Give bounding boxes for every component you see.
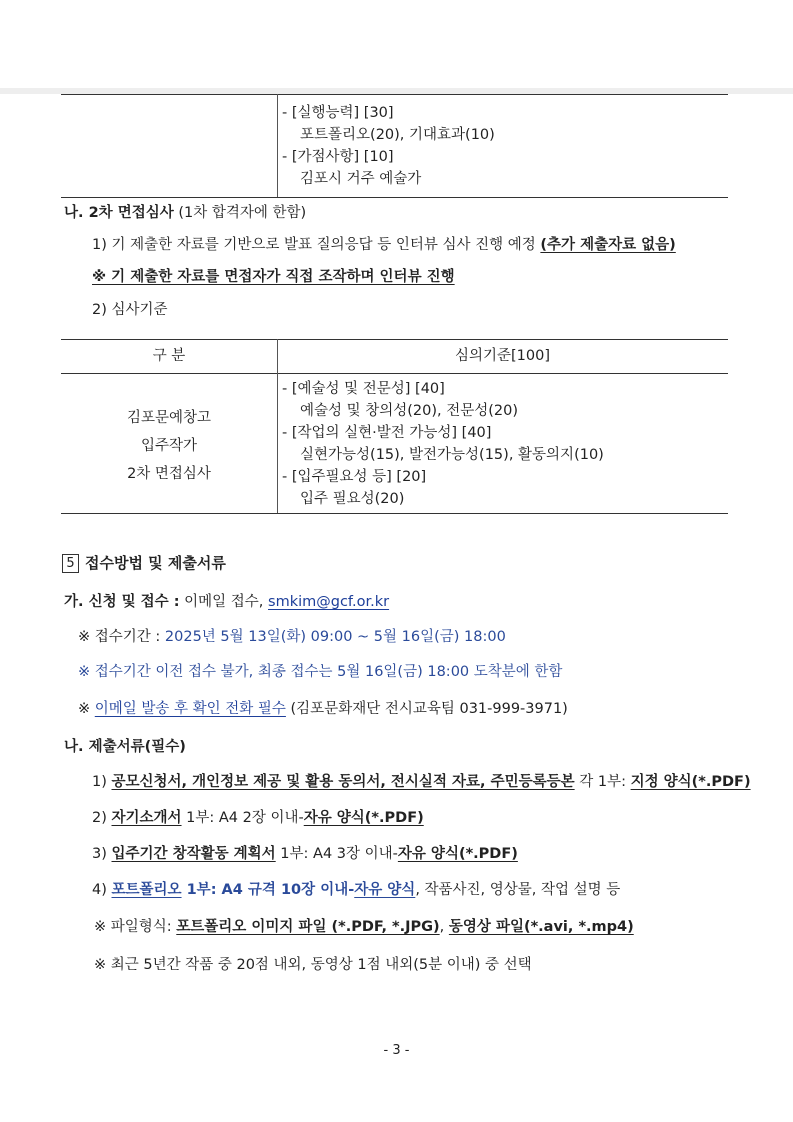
table1-item-2-head: - [가점사항] [10] — [282, 149, 394, 165]
table2-divider — [277, 339, 278, 513]
table2-item-3-sub: 입주 필요성(20) — [300, 491, 405, 507]
table2-item-1-sub: 예술성 및 창의성(20), 전문성(20) — [300, 403, 519, 419]
contact-info: (김포문화재단 전시교육팀 031-999-3971) — [285, 701, 568, 717]
file-format-sep: , — [439, 919, 449, 935]
doc-item-1-qty: 각 1부: — [574, 774, 631, 790]
table2-item-2-head: - [작업의 실현·발전 가능성] [40] — [282, 425, 492, 441]
doc-item-2-name: 자기소개서 — [111, 810, 182, 826]
interview-line-1 — [92, 235, 676, 255]
doc-item-2-form: 자유 양식(*.PDF) — [303, 810, 424, 826]
interview-title-rest: (1차 합격자에 한함) — [173, 205, 307, 221]
table2-top-border — [61, 339, 728, 340]
doc-item-3-name: 입주기간 창작활동 계획서 — [111, 846, 276, 862]
required-docs-title: 나. 제출서류(필수) — [64, 739, 186, 755]
selection-note: ※ 최근 5년간 작품 중 20점 내외, 동영상 1점 내외(5분 이내) 중 선택 — [94, 957, 532, 973]
table2-criteria — [282, 378, 604, 510]
table2-row-label-3: 2차 면접심사 — [127, 466, 211, 482]
email-link[interactable]: smkim@gcf.or.kr — [268, 594, 390, 610]
table2-row-label — [61, 404, 277, 488]
interview-line-2: 2) 심사기준 — [92, 302, 168, 318]
section5-heading — [62, 553, 226, 573]
confirm-call-required: 이메일 발송 후 확인 전화 필수 — [94, 701, 286, 717]
table2-row-label-2: 입주작가 — [140, 438, 198, 454]
doc-item-1-num: 1) — [92, 774, 112, 790]
interview-line-1-text: 1) 기 제출한 자료를 기반으로 발표 질의응답 등 인터뷰 심사 진행 예정 — [92, 237, 541, 253]
table1-item-1-sub: 포트폴리오(20), 기대효과(10) — [300, 127, 495, 143]
confirm-call-note — [78, 699, 568, 719]
application-line — [64, 592, 389, 612]
doc-item-1-form: 지정 양식(*.PDF) — [630, 774, 751, 790]
period-note-prefix: ※ 접수기간 : — [78, 629, 165, 645]
doc-item-1 — [92, 772, 751, 792]
period-dates: 2025년 5월 13일(화) 09:00 ~ 5월 16일(금) 18:00 — [164, 629, 506, 645]
file-format-prefix: ※ 파일형식: — [94, 919, 177, 935]
file-format-image: 포트폴리오 이미지 파일 (*.PDF, *.JPG) — [176, 919, 440, 935]
doc-item-3-form: 자유 양식(*.PDF) — [397, 846, 518, 862]
deadline-note: ※ 접수기간 이전 접수 불가, 최종 접수는 5월 16일(금) 18:00 도착분에 한함 — [78, 664, 563, 680]
doc-item-3 — [92, 844, 518, 864]
interview-title — [64, 203, 306, 223]
interview-line-1-underlined: (추가 제출자료 없음) — [540, 237, 676, 253]
doc-item-4-qty: 1부: A4 규격 10장 이내- — [181, 882, 355, 898]
table1-criteria — [282, 102, 495, 190]
doc-item-4 — [92, 880, 620, 900]
section5-title: 접수방법 및 제출서류 — [85, 554, 226, 572]
period-note — [78, 627, 506, 647]
doc-item-2-qty: 1부: A4 2장 이내- — [181, 810, 304, 826]
section-number-box: 5 — [62, 554, 79, 573]
table2-item-1-head: - [예술성 및 전문성] [40] — [282, 381, 445, 397]
table2-header-col1: 구 분 — [152, 348, 186, 364]
doc-item-4-name: 포트폴리오 — [111, 882, 182, 898]
doc-item-3-qty: 1부: A4 3장 이내- — [275, 846, 398, 862]
table2-header-col2: 심의기준[100] — [454, 348, 551, 364]
table2-row-label-1: 김포문예창고 — [126, 410, 212, 426]
doc-item-4-form: 자유 양식 — [354, 882, 416, 898]
table1-top-border — [61, 94, 728, 95]
interview-title-bold: 나. 2차 면접심사 — [64, 205, 174, 221]
interview-note: ※ 기 제출한 자료를 면접자가 직접 조작하며 인터뷰 진행 — [92, 269, 455, 285]
table1-item-2-sub: 김포시 거주 예술가 — [300, 171, 422, 187]
table2-header-border — [61, 373, 728, 374]
table2-item-3-head: - [입주필요성 등] [20] — [282, 469, 427, 485]
page-number: - 3 - — [383, 1043, 410, 1058]
doc-item-3-num: 3) — [92, 846, 112, 862]
application-text: 이메일 접수, — [179, 594, 269, 610]
doc-item-2-num: 2) — [92, 810, 112, 826]
file-format-video: 동영상 파일(*.avi, *.mp4) — [448, 919, 634, 935]
table1-divider — [277, 94, 278, 197]
doc-item-2 — [92, 808, 424, 828]
table1-item-1-head: - [실행능력] [30] — [282, 105, 394, 121]
doc-item-4-num: 4) — [92, 882, 112, 898]
doc-item-1-name: 공모신청서, 개인정보 제공 및 활용 동의서, 전시실적 자료, 주민등록등본 — [111, 774, 575, 790]
confirm-call-prefix: ※ — [78, 701, 95, 717]
table1-bottom-border — [61, 197, 728, 198]
table2-item-2-sub: 실현가능성(15), 발전가능성(15), 활동의지(10) — [300, 447, 604, 463]
file-format-note — [94, 917, 634, 937]
doc-item-4-rest: , 작품사진, 영상물, 작업 설명 등 — [415, 882, 621, 898]
application-label: 가. 신청 및 접수 : — [64, 594, 180, 610]
table2-bottom-border — [61, 513, 728, 514]
